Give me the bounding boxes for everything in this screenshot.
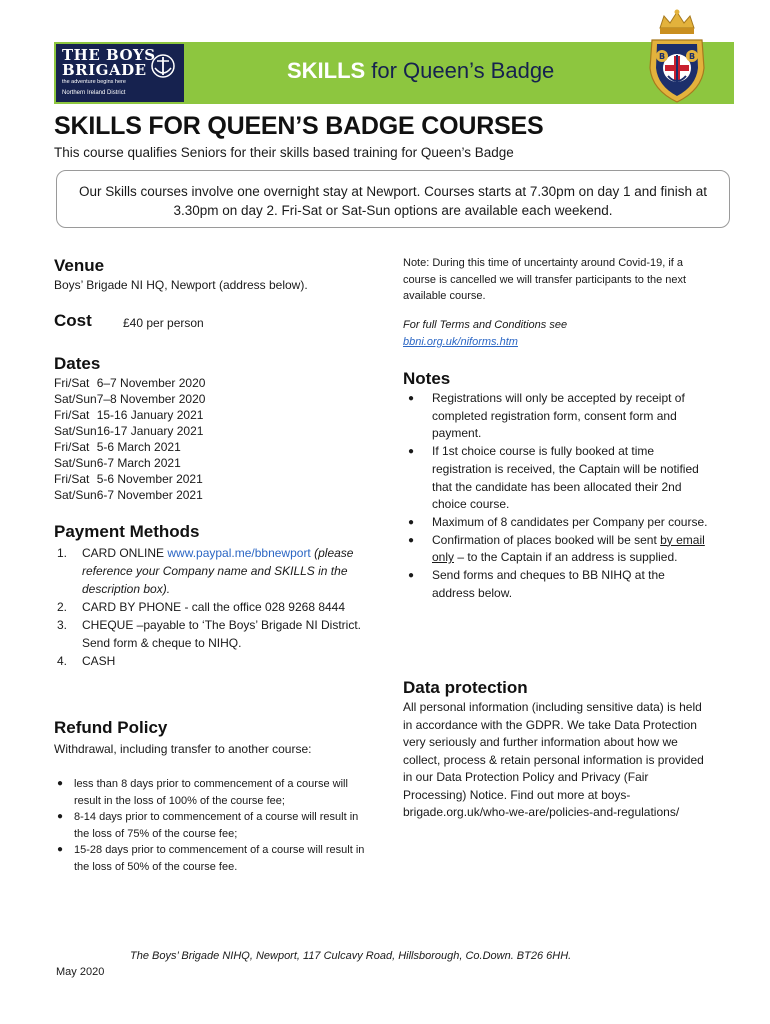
refund-item-text: 15-28 days prior to commencement of a course will result in the loss of 50% of the course fee. [74,844,365,873]
bullet-icon: ● [57,811,64,822]
terms-link[interactable]: bbni.org.uk/niforms.htm [403,335,518,348]
list-number: 4. [57,654,68,668]
dates-date: 6-7 March 2021 [96,456,181,470]
page-subtitle: This course qualifies Seniors for their skills based training for Queen’s Badge [54,145,514,160]
dates-row [54,391,205,407]
dates-row [54,375,205,391]
payment-heading: Payment Methods [54,522,200,541]
bullet-icon: ● [408,516,415,528]
dates-row [54,423,205,439]
dates-date: 7–8 November 2020 [96,392,206,406]
logo-tagline: the adventure begins here [62,79,126,85]
info-box [56,170,730,228]
payment-card-online-note: (please reference your Company name and SKILLS in the description box). [82,546,354,596]
notes-item-text: Maximum of 8 candidates per Company per course. [432,514,708,529]
payment-list [54,544,364,670]
bullet-icon: ● [408,570,415,582]
dates-date: 5-6 March 2021 [96,440,181,454]
refund-intro: Withdrawal, including transfer to another course: [54,742,312,756]
payment-cash-text: CASH [82,654,116,668]
dates-day: Fri/Sat [54,472,90,486]
bb-crest-icon [642,8,712,106]
payment-item-card-online [54,544,364,598]
dates-date: 6-7 November 2021 [96,488,203,502]
dates-date: 15-16 January 2021 [96,408,204,422]
refund-item [54,809,369,842]
payment-card-online-label: CARD ONLINE [82,546,168,560]
payment-cheque-text: CHEQUE –payable to ‘The Boys’ Brigade NI District. Send form & cheque to NIHQ. [82,618,361,650]
dates-row [54,487,205,503]
notes-list [403,390,708,602]
notes-item [403,514,708,532]
dates-heading: Dates [54,354,101,373]
notes-email-only: by email only [432,532,705,565]
data-protection-text: All personal information (including sensitive data) is held in accordance with the GDPR. We take Data Protection very seriously and further information about how we collect, process & retain personal information is provided in our Data Protection Policy and Privacy (Fair Processing) Notice. Find out more at boys-brigade.org.uk/who-we-are/policies-and-regulations/ [403,700,704,819]
dates-day: Fri/Sat [54,408,90,422]
bullet-icon: ● [408,534,415,546]
dates-day: Sat/Sun [54,392,97,406]
banner-title-bold: SKILLS [287,58,366,83]
logo-line-2: BRIGADE [62,61,147,79]
venue-heading: Venue [54,256,105,275]
payment-item-card-phone [54,598,364,616]
notes-item-text: – to the Captain if an address is supplied. [454,550,678,565]
document-date: May 2020 [56,966,105,978]
refund-item [54,842,369,875]
cost-text: £40 per person [123,316,204,330]
bullet-icon: ● [57,844,64,855]
dates-day: Fri/Sat [54,376,90,390]
list-number: 2. [57,600,68,614]
payment-item-cash [54,652,364,670]
notes-item [403,567,708,602]
banner-title-rest: for Queen’s Badge [371,58,555,83]
anchor-emblem-icon [148,52,178,80]
list-number: 1. [57,546,68,560]
notes-heading: Notes [403,369,451,388]
payment-item-cheque [54,616,364,652]
footer-address: The Boys’ Brigade NIHQ, Newport, 117 Culcavy Road, Hillsborough, Co.Down. BT26 6HH. [130,950,572,962]
dates-day: Fri/Sat [54,440,90,454]
refund-item-text: 8-14 days prior to commencement of a course will result in the loss of 75% of the course fee; [74,811,359,840]
terms-text: For full Terms and Conditions see [403,319,568,331]
cost-heading: Cost [54,311,92,330]
dates-date: 5-6 November 2021 [96,472,203,486]
bullet-icon: ● [57,778,64,789]
svg-text:B: B [688,52,696,61]
list-number: 3. [57,618,68,632]
payment-card-phone-text: CARD BY PHONE - call the office 028 9268 8444 [82,600,346,614]
dates-row [54,407,205,423]
bullet-icon: ● [408,446,415,458]
paypal-link[interactable]: www.paypal.me/bbnewport [167,546,311,560]
dates-date: 16-17 January 2021 [96,424,204,438]
dates-row [54,471,205,487]
notes-item-text: If 1st choice course is fully booked at time registration is received, the Captain will be notified that the candidate has been allocated their 2nd choice course. [432,444,699,512]
dates-row [54,455,205,471]
svg-text:B: B [658,52,666,61]
refund-item [54,776,369,809]
dates-day: Sat/Sun [54,488,97,502]
venue-text: Boys’ Brigade NI HQ, Newport (address below). [54,278,308,292]
page-title: SKILLS FOR QUEEN’S BADGE COURSES [54,112,544,140]
dates-table [54,375,205,503]
refund-list [54,776,369,875]
bullet-icon: ● [408,393,415,404]
banner-title [287,57,554,85]
notes-item [403,532,708,567]
notes-item-text: Registrations will only be accepted by receipt of completed registration form, consent form and payment. [432,391,685,441]
refund-item-text: less than 8 days prior to commencement of a course will result in the loss of 100% of the course fee; [74,778,348,807]
notes-item-text: Send forms and cheques to BB NIHQ at the address below. [432,568,665,600]
info-box-text: Our Skills courses involve one overnight stay at Newport. Courses starts at 7.30pm on day 1 and finish at 3.30pm on day 2. Fri-Sat or Sat-Sun options are available each weekend. [78,184,708,218]
notes-item [403,390,708,443]
notes-item-text: Confirmation of places booked will be sent [432,532,661,547]
terms-block [403,317,703,350]
notes-item [403,443,708,514]
data-protection-heading: Data protection [403,678,528,697]
dates-date: 6–7 November 2020 [96,376,206,390]
logo-line-1: THE BOYS [62,46,156,64]
dates-row [54,439,205,455]
refund-heading: Refund Policy [54,718,168,737]
boys-brigade-logo [56,44,184,102]
logo-district: Northern Ireland District [62,90,126,96]
covid-note: Note: During this time of uncertainty around Covid-19, if a course is cancelled we will transfer participants to the next available course. [403,257,687,302]
dates-day: Sat/Sun [54,456,97,470]
dates-day: Sat/Sun [54,424,97,438]
